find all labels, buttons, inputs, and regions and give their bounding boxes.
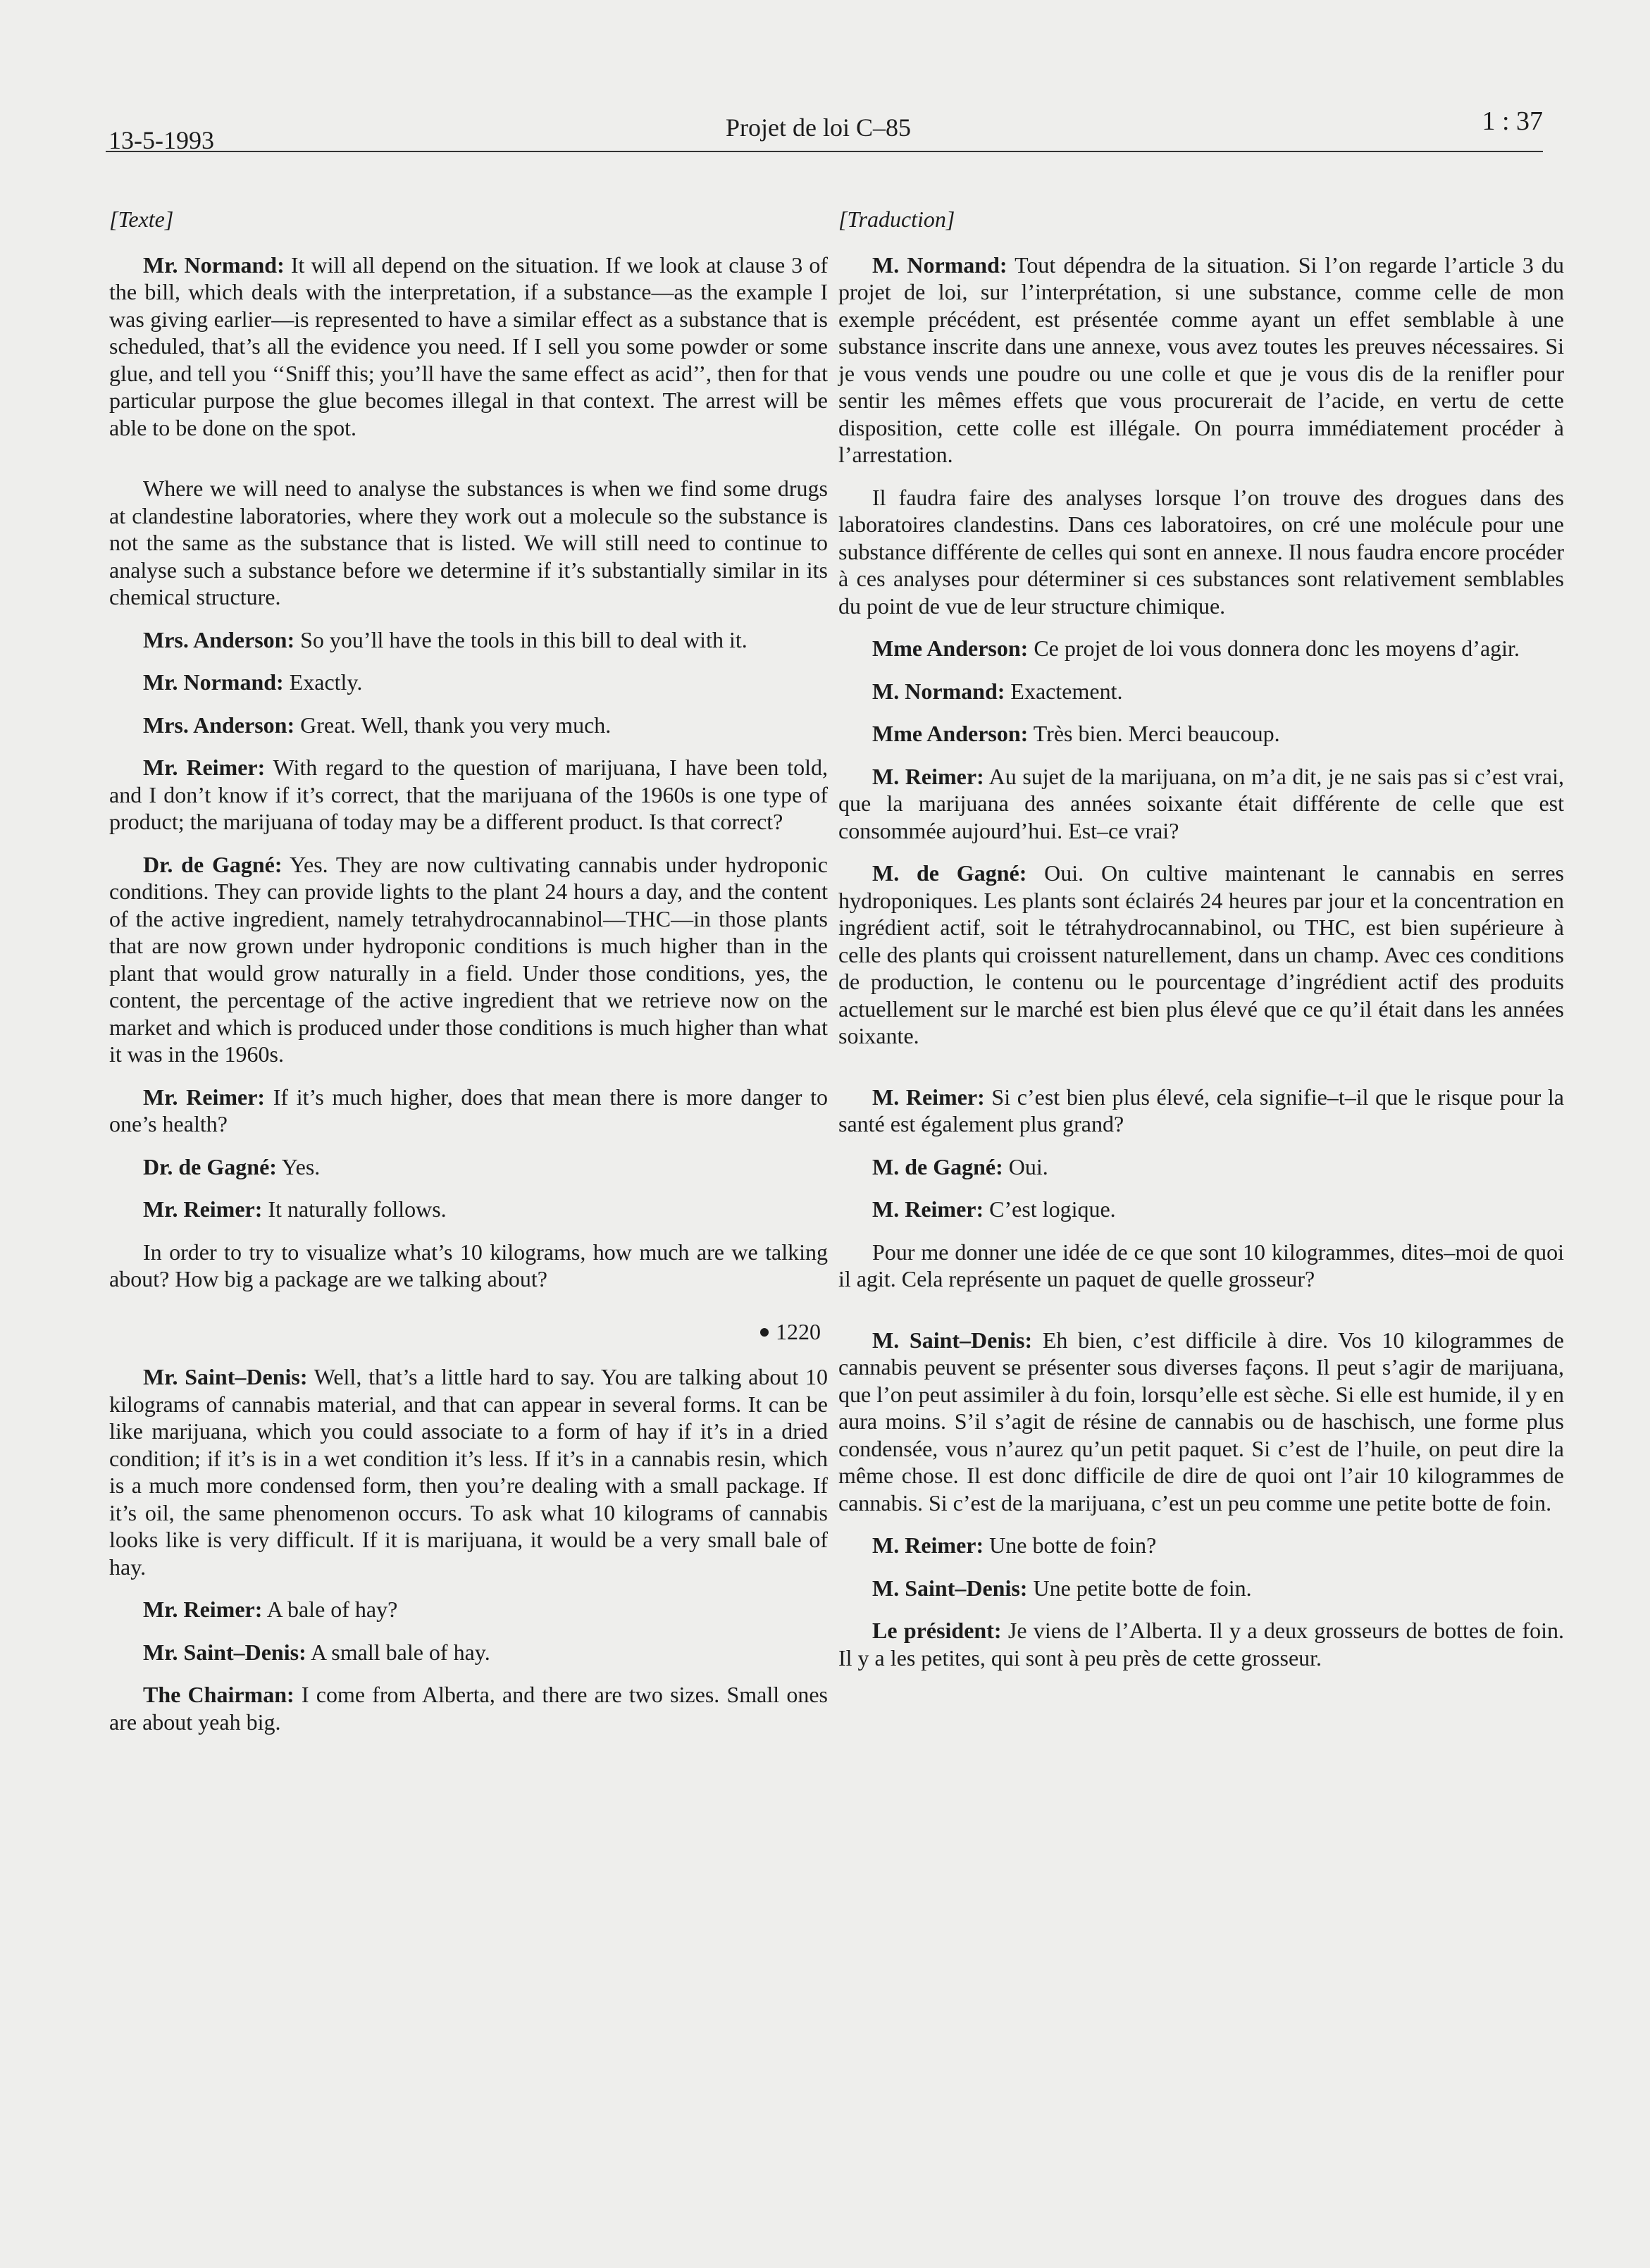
speaker-name: Mrs. Anderson: — [143, 626, 295, 652]
speaker-name: Mr. Reimer: — [143, 755, 266, 780]
speaker-name: M. Reimer: — [872, 1196, 984, 1222]
speaker-name: The Chairman: — [143, 1682, 294, 1707]
speaker-name: Mr. Reimer: — [143, 1196, 263, 1222]
speaker-name: Mr. Saint–Denis: — [143, 1364, 308, 1389]
transcript-paragraph — [109, 1153, 828, 1181]
transcript-paragraph — [838, 763, 1564, 845]
speaker-name: Mr. Normand: — [143, 669, 284, 695]
transcript-paragraph — [838, 1327, 1564, 1517]
transcript-paragraph — [109, 1596, 828, 1623]
speech-text: Great. Well, thank you very much. — [294, 712, 612, 738]
speech-text: Pour me donner une idée de ce que sont 10 kilogrammes, dites–moi de quoi il agit. Cela représente un paquet de quelle grosseur? — [838, 1239, 1564, 1291]
speech-text: Je viens de l’Alberta. Il y a deux grosseurs de bottes de foin. Il y a les petites, qui sont à peu près de cette grosseur. — [838, 1618, 1565, 1671]
speech-text: Si c’est bien plus élevé, cela signifie–t–il que le risque pour la santé est également plus grand? — [838, 1084, 1565, 1136]
speaker-name: M. Saint–Denis: — [872, 1575, 1028, 1601]
transcript-paragraph — [109, 712, 828, 739]
transcript-paragraph — [109, 252, 828, 442]
transcript-paragraph — [838, 1532, 1564, 1559]
speech-text: Il faudra faire des analyses lorsque l’on trouve des drogues dans des laboratoires clandestins. Dans ces laboratoires, on cré une molécule pour une substance différente de celles qui sont en annexe. Il nous faudra encore procéder à ces analyses pour déterminer si ces substances sont relativement semblables du point de vue de leur structure chimique. — [838, 484, 1564, 619]
traduction-tag: [Traduction] — [838, 206, 955, 232]
transcript-paragraph — [838, 1084, 1564, 1138]
bullet-dot-icon — [760, 1328, 769, 1337]
speech-text: I come from Alberta, and there are two sizes. Small ones are about yeah big. — [109, 1682, 829, 1735]
transcript-paragraph — [109, 669, 828, 696]
speech-text: Oui. On cultive maintenant le cannabis en serres hydroponiques. Les plants sont éclairés 24 heures par jour et la concentration en ingrédient actif, soit le tétrahydrocannabinol, ou THC, est bien supérieure à celle des plants qui croissent naturellement, dans un champ. Avec ces conditions de production, le contenu ou le pourcentage d’ingrédient actif des produits actuellement sur le marché est bien plus élevé que ce qu’il était dans les années soixante. — [838, 860, 1565, 1048]
time-marker — [109, 1318, 821, 1346]
header-title: Projet de loi C–85 — [726, 113, 911, 142]
transcript-paragraph — [109, 475, 828, 611]
page-header — [106, 106, 1543, 155]
transcript-paragraph — [109, 851, 828, 1068]
speech-text: A bale of hay? — [262, 1597, 398, 1622]
speech-text: It will all depend on the situation. If we look at clause 3 of the bill, which deals with the interpretation, if a substance—as the example I was giving earlier—is represented to have a similar effect as a substance that is scheduled, that’s all the evidence you need. If I sell you some powder or some glue, and tell you ‘‘Sniff this; you’ll have the same effect as acid’’, then for that particular purpose the glue becomes illegal in that context. The arrest will be able to be done on the spot. — [109, 252, 829, 440]
transcript-paragraph — [109, 1196, 828, 1223]
header-date: 13-5-1993 — [108, 126, 214, 154]
transcript-paragraph — [838, 860, 1564, 1050]
speech-text: In order to try to visualize what’s 10 kilograms, how much are we talking about? How big a package are we talking about? — [109, 1239, 828, 1291]
speaker-name: Mme Anderson: — [872, 636, 1029, 661]
transcript-paragraph — [838, 1153, 1564, 1181]
speaker-name: M. Normand: — [872, 678, 1005, 704]
speech-text: Tout dépendra de la situation. Si l’on regarde l’article 3 du projet de loi, sur l’interprétation, si une substance, comme celle de mon exemple précédent, est présentée comme ayant un effet semblable à une substance inscrite dans une annexe, vous avez toutes les preuves nécessaires. Si je vous vends une poudre ou une colle et que je vous dis de la renifler pour sentir les mêmes effets que vous procurerait de l’acide, en vertu de cette disposition, cette colle est illégale. On pourra immédiatement procéder à l’arrestation. — [838, 252, 1565, 467]
speech-text: So you’ll have the tools in this bill to deal with it. — [294, 626, 748, 652]
transcript-paragraph — [109, 1681, 828, 1735]
speech-text: Exactly. — [283, 669, 363, 695]
speaker-name: M. Normand: — [872, 252, 1007, 278]
speaker-name: M. de Gagné: — [872, 860, 1027, 886]
header-rule — [106, 151, 1543, 152]
speech-text: It naturally follows. — [262, 1196, 447, 1222]
speech-text: Well, that’s a little hard to say. You are talking about 10 kilograms of cannabis material, and that can appear in several forms. It can be like marijuana, which you could associate to a form of hay if it’s in a dried condition; if it’s is in a wet condition it’s less. If it’s in a cannabis resin, which is a much more condensed form, then you’re dealing with a small package. If it’s oil, the same phenomenon occurs. To ask what 10 kilograms of cannabis looks like is very difficult. If it is marijuana, it would be a very small bale of hay. — [109, 1364, 829, 1580]
speech-text: Yes. — [276, 1153, 321, 1179]
speaker-name: M. Reimer: — [872, 1532, 984, 1558]
speech-text: Une botte de foin? — [984, 1532, 1157, 1558]
transcript-paragraph — [109, 626, 828, 654]
speaker-name: Mrs. Anderson: — [143, 712, 295, 738]
english-column — [109, 206, 828, 1751]
transcript-paragraph — [838, 1617, 1564, 1671]
speaker-name: Mr. Saint–Denis: — [143, 1639, 306, 1665]
speech-text: Where we will need to analyse the substances is when we find some drugs at clandestine laboratories, where they work out a molecule so the substance is not the same as the substance that is listed. We will still need to continue to analyse such a substance before we determine if it’s substantially similar in its chemical structure. — [109, 476, 828, 609]
transcript-paragraph — [838, 635, 1564, 662]
speaker-name: Mr. Reimer: — [143, 1084, 266, 1110]
speech-text: Eh bien, c’est difficile à dire. Vos 10 kilogrammes de cannabis peuvent se présenter sous diverses façons. Il peut s’agir de marijuana, que l’on peut assimiler à du foin, lorsqu’elle est sèche. Si elle est humide, il y en aura moins. S’il s’agit de résine de cannabis ou de haschisch, une forme plus condensée, vous n’aurez qu’un petit paquet. Si c’est de l’huile, on peut dire la même chose. Il est donc difficile de dire de quoi ont l’air 10 kilogrammes de cannabis. Si c’est de la marijuana, c’est un peu comme une petite botte de foin. — [838, 1327, 1565, 1516]
speaker-name: Dr. de Gagné: — [143, 1153, 277, 1179]
transcript-paragraph — [109, 1084, 828, 1138]
speech-text: Ce projet de loi vous donnera donc les moyens d’agir. — [1028, 636, 1520, 661]
transcript-paragraph — [109, 1639, 828, 1666]
transcript-paragraph — [838, 678, 1564, 705]
transcript-paragraph — [838, 252, 1564, 469]
transcript-paragraph — [838, 720, 1564, 748]
speech-text: If it’s much higher, does that mean there is more danger to one’s health? — [109, 1084, 829, 1136]
speaker-name: Dr. de Gagné: — [143, 851, 283, 877]
speech-text: C’est logique. — [984, 1196, 1116, 1222]
transcript-paragraph — [838, 1239, 1564, 1293]
speaker-name: M. Saint–Denis: — [872, 1327, 1033, 1353]
speaker-name: M. Reimer: — [872, 763, 984, 789]
texte-tag: [Texte] — [109, 206, 174, 232]
french-column — [838, 206, 1564, 1687]
speech-text: A small bale of hay. — [306, 1639, 490, 1665]
speaker-name: Mr. Reimer: — [143, 1597, 263, 1622]
speaker-name: Mr. Normand: — [143, 252, 285, 278]
speech-text: Yes. They are now cultivating cannabis under hydroponic conditions. They can provide lights to the plant 24 hours a day, and the content of the active ingredient, namely tetrahydrocannabinol—THC—in those plants that are now grown under hydroponic conditions is much higher than in the plant that would grow naturally in a field. Under those conditions, yes, the content, the percentage of the active ingredient that we retrieve now on the market and which is produced under those conditions is much higher than what it was in the 1960s. — [109, 851, 829, 1067]
time-marker-text: 1220 — [776, 1318, 821, 1344]
header-page-number: 1 : 37 — [1482, 106, 1543, 136]
speaker-name: M. de Gagné: — [872, 1153, 1003, 1179]
speech-text: Au sujet de la marijuana, on m’a dit, je ne sais pas si c’est vrai, que la marijuana des années soixante était différente de celle que est consommée aujourd’hui. Est–ce vrai? — [838, 763, 1565, 843]
speaker-name: Le président: — [872, 1618, 1002, 1643]
transcript-paragraph — [838, 1575, 1564, 1602]
speech-text: Très bien. Merci beaucoup. — [1028, 721, 1280, 746]
transcript-paragraph — [109, 1363, 828, 1580]
transcript-paragraph — [109, 754, 828, 836]
speech-text: With regard to the question of marijuana, I have been told, and I don’t know if it’s correct, that the marijuana of the 1960s is one type of product; the marijuana of today may be a different product. Is that correct? — [109, 755, 828, 834]
speech-text: Oui. — [1003, 1153, 1048, 1179]
speaker-name: M. Reimer: — [872, 1084, 985, 1110]
transcript-paragraph — [109, 1239, 828, 1293]
speech-text: Une petite botte de foin. — [1027, 1575, 1252, 1601]
speech-text: Exactement. — [1005, 678, 1123, 704]
speaker-name: Mme Anderson: — [872, 721, 1029, 746]
transcript-paragraph — [838, 484, 1564, 620]
transcript-paragraph — [838, 1196, 1564, 1223]
